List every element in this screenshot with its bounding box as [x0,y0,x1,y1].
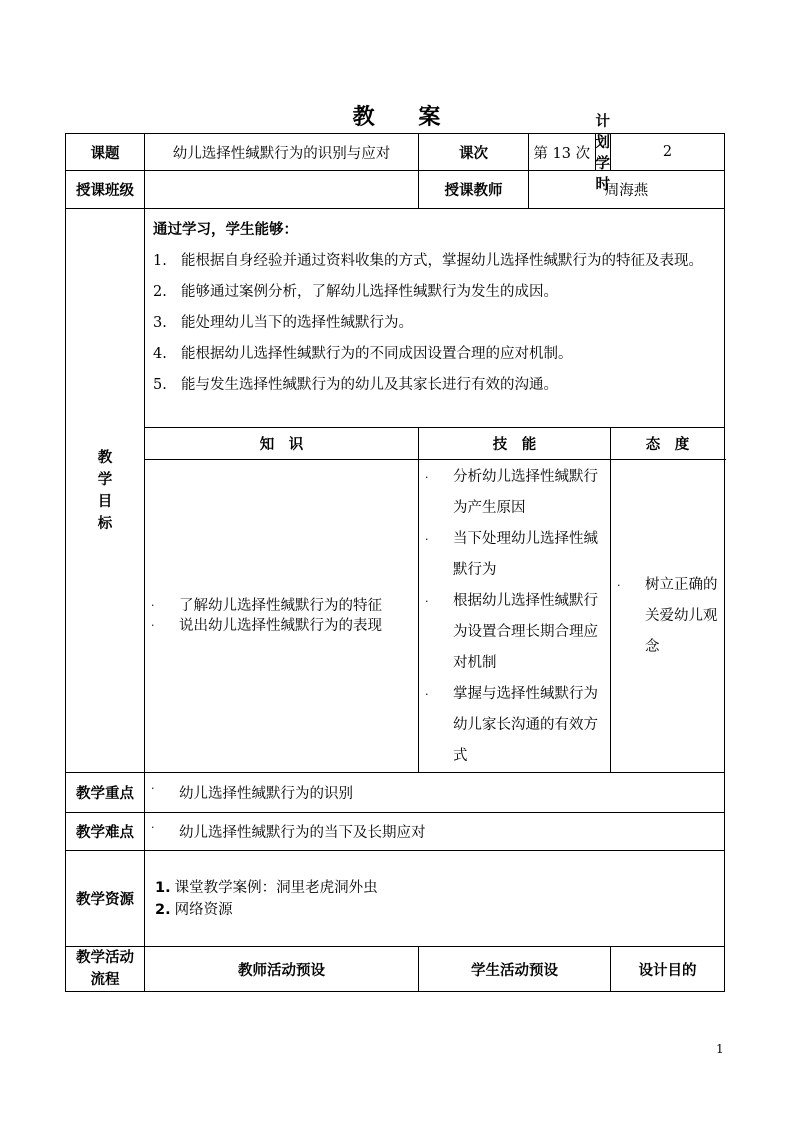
objectives-row [66,209,725,428]
topic-row [66,134,725,171]
objectives-side-char: 教 [97,449,113,466]
knowledge-header: 知 识 [145,428,419,460]
key-point-cell [145,773,725,813]
skill-header: 技 能 [419,428,611,460]
difficulty-row [66,813,725,851]
attitude-item: · 树立正确的关爱幼儿观念 [617,576,718,655]
objectives-side-label [66,209,145,773]
difficulty-item: · 幼儿选择性缄默行为的当下及长期应对 [151,821,724,842]
session-label: 课次 [419,134,529,171]
key-point-item: · 幼儿选择性缄默行为的识别 [151,782,724,803]
class-value [145,171,419,209]
key-point-label: 教学重点 [66,773,145,813]
attitude-header: 态 度 [611,428,725,460]
design-purpose-header: 设计目的 [611,947,725,992]
student-activity-header: 学生活动预设 [419,947,611,992]
objectives-side-char: 学 [97,471,113,488]
difficulty-text: 幼儿选择性缄默行为的当下及长期应对 [179,825,426,841]
page-number: 1 [716,1042,724,1056]
skill-item: · 根据幼儿选择性缄默行为设置合理长期合理应对机制 [425,593,598,671]
skill-item: · 当下处理幼儿选择性缄默行为 [425,531,598,578]
resources-cell [145,851,725,947]
knowledge-cell [145,460,419,773]
page-title: 教 案 [352,105,459,130]
key-point-text: 幼儿选择性缄默行为的识别 [179,786,353,802]
skill-item: · 分析幼儿选择性缄默行为产生原因 [425,469,598,516]
session-value: 第 13 次 [529,134,596,170]
objectives-side-char: 标 [97,515,113,532]
objectives-list [153,246,718,401]
objectives-side-char: 目 [97,493,113,510]
teacher-value: 周海燕 [529,171,725,209]
resources-label: 教学资源 [66,851,145,947]
objective-item: 2. 能够通过案例分析，了解幼儿选择性缄默行为发生的成因。 [153,284,558,300]
domain-content-row [66,460,725,773]
topic-value: 幼儿选择性缄默行为的识别与应对 [145,134,419,171]
teacher-activity-header: 教师活动预设 [145,947,419,992]
objective-item: 5. 能与发生选择性缄默行为的幼儿及其家长进行有效的沟通。 [153,377,558,393]
objective-item: 3. 能处理幼儿当下的选择性缄默行为。 [153,315,413,331]
class-label: 授课班级 [66,171,145,209]
activity-row [66,947,725,992]
skill-list [425,462,606,772]
knowledge-list [151,596,414,636]
resource-item: 2. 网络资源 [155,901,233,918]
skill-item: · 掌握与选择性缄默行为幼儿家长沟通的有效方式 [425,686,598,764]
difficulty-cell [145,813,725,851]
knowledge-item: · 说出幼儿选择性缄默行为的表现 [151,618,382,634]
topic-label: 课题 [66,134,145,171]
objectives-cell [145,209,725,428]
activity-label: 教学活动 流程 [66,947,145,992]
objectives-lead: 通过学习，学生能够： [153,222,298,238]
knowledge-item: · 了解幼儿选择性缄默行为的特征 [151,598,382,614]
hours-value: 2 [611,134,725,171]
session-hours-cell [529,114,611,193]
hours-label: 计划学时 [595,114,610,193]
teacher-label: 授课教师 [419,171,529,209]
domain-header-row [66,428,725,460]
objective-item: 1. 能根据自身经验并通过资料收集的方式，掌握幼儿选择性缄默行为的特征及表现。 [153,253,703,269]
class-row [66,171,725,209]
attitude-list [617,570,720,663]
objective-item: 4. 能根据幼儿选择性缄默行为的不同成因设置合理的应对机制。 [153,346,573,362]
skill-cell [419,460,611,773]
attitude-cell [611,460,725,773]
difficulty-label: 教学难点 [66,813,145,851]
key-point-row [66,773,725,813]
resource-item: 1. 课堂教学案例：洞里老虎洞外虫 [155,879,378,896]
resources-row [66,851,725,947]
